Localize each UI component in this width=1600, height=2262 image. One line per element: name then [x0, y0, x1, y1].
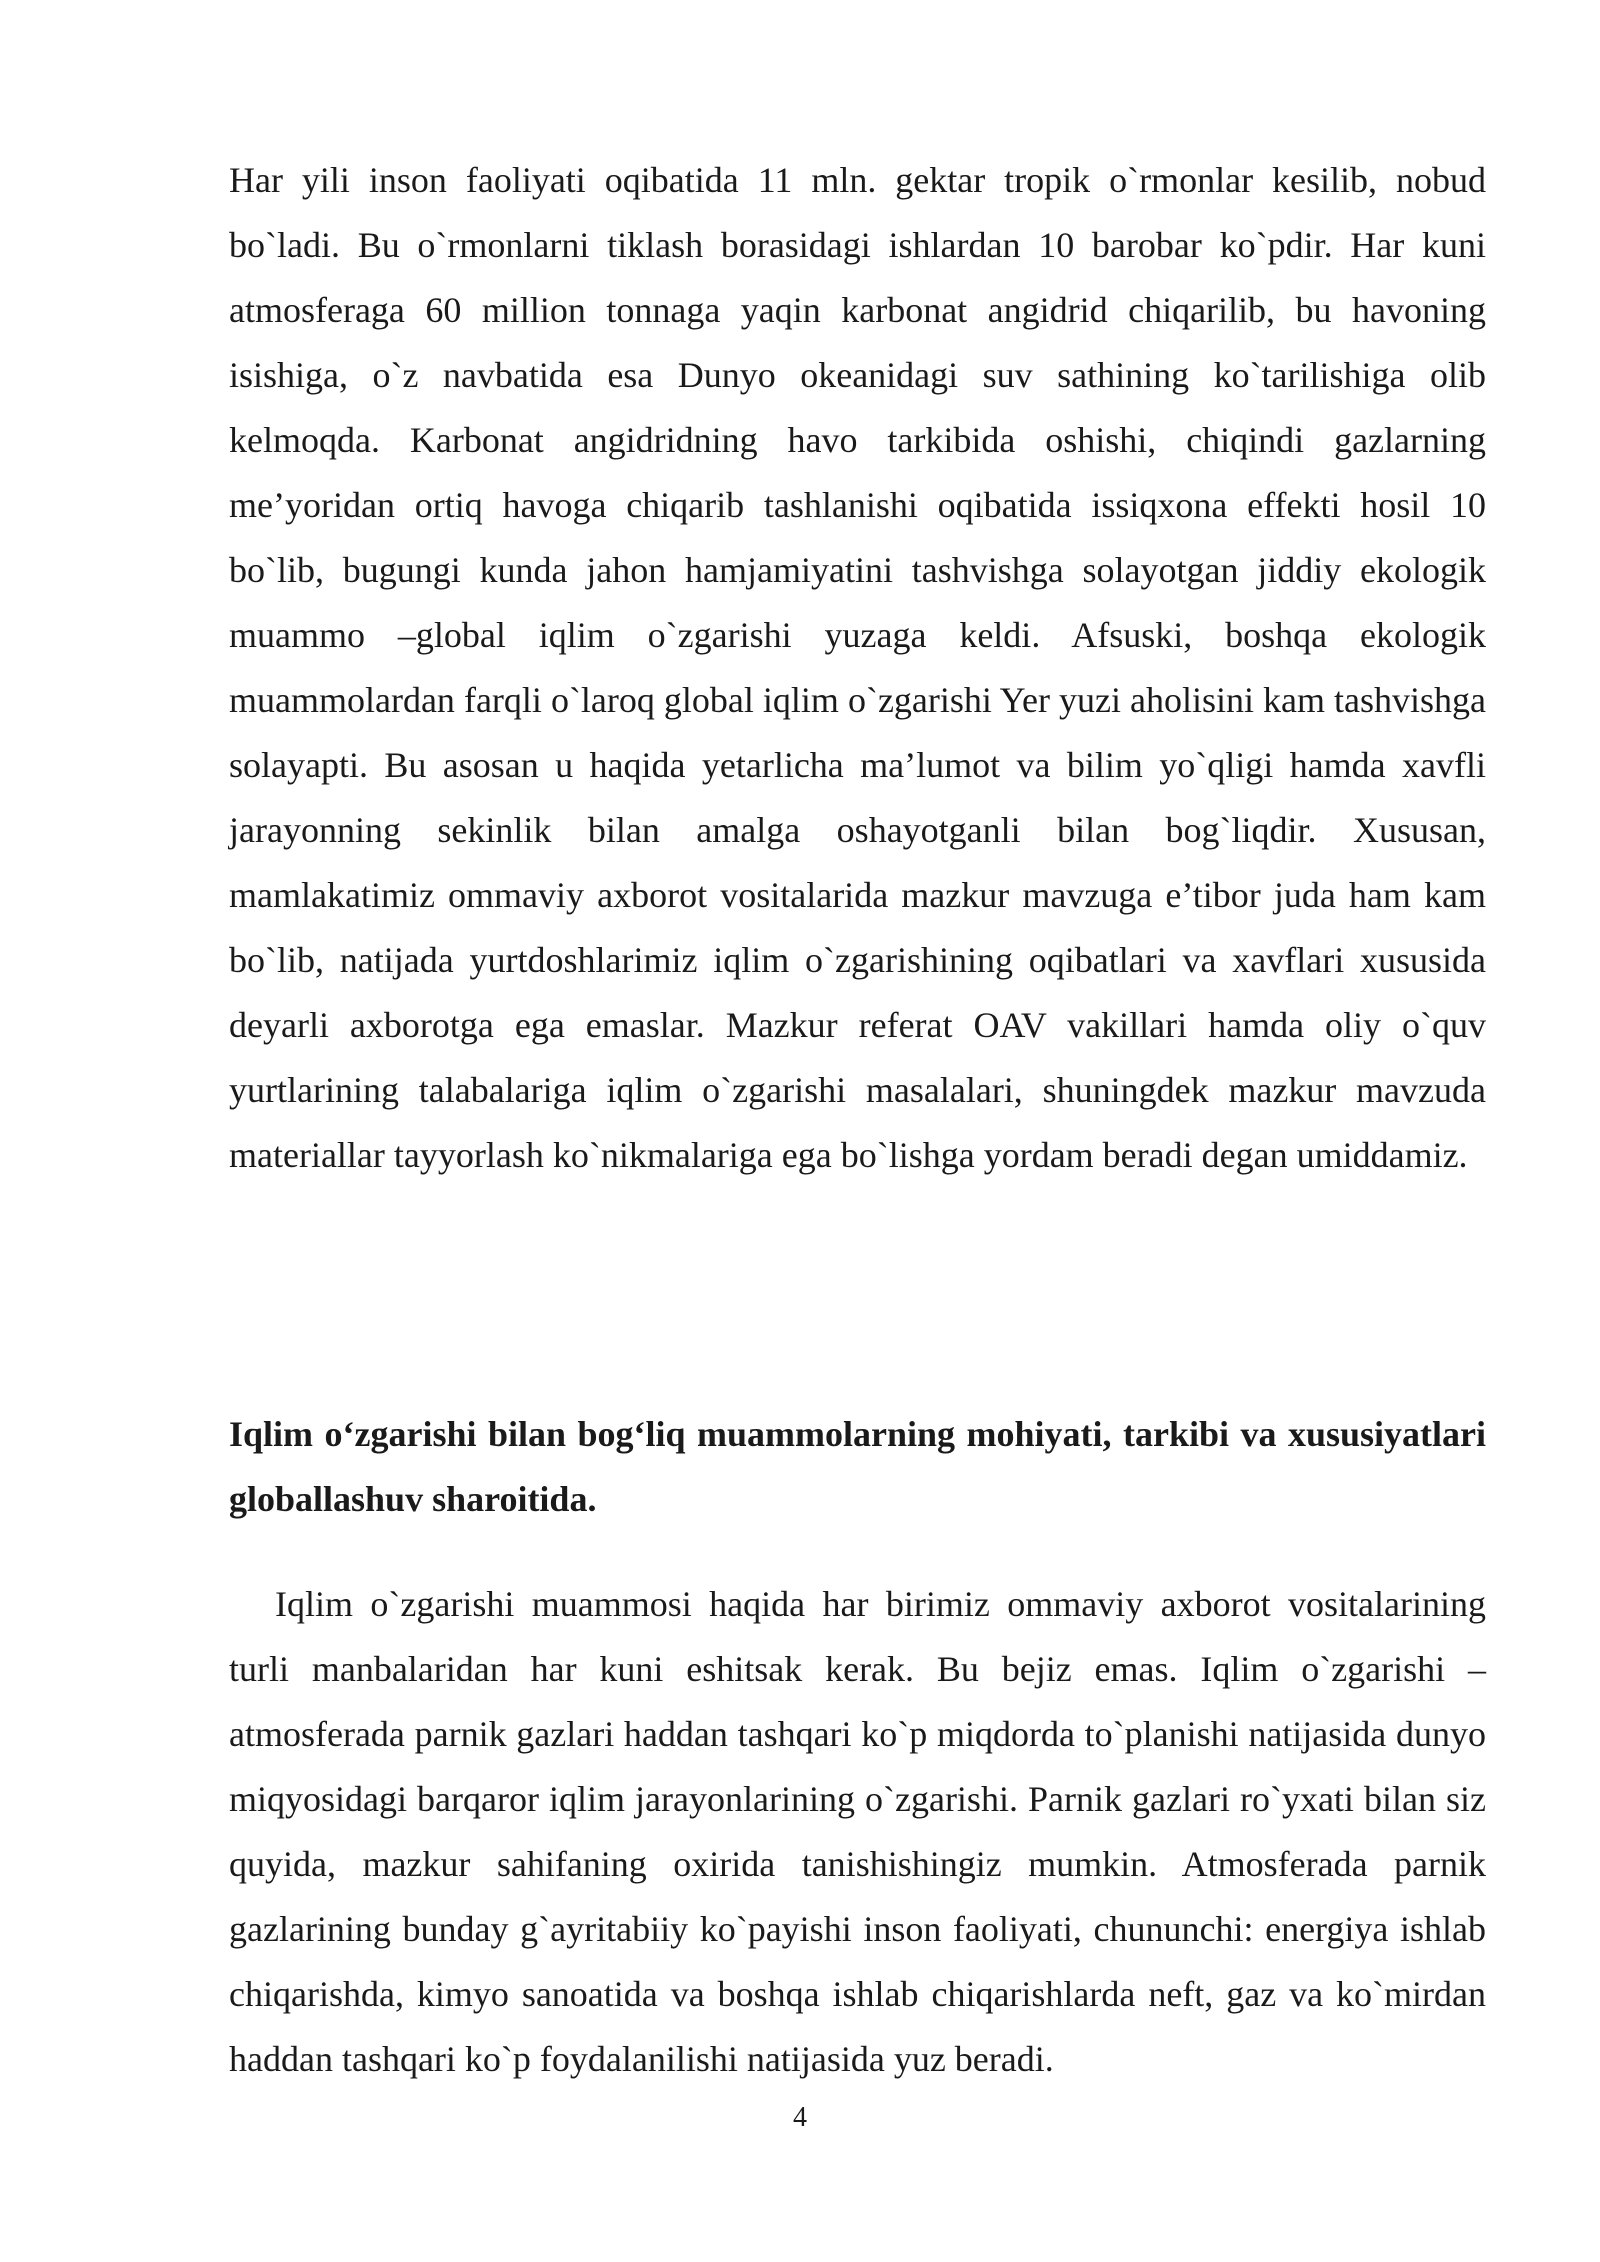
page-number: 4 [793, 2102, 807, 2133]
body-paragraph: Har yili inson faoliyati oqibatida 11 mln. gektar tropik o`rmonlar kesilib, nobud bo`ladi. Bu o`rmonlarni tiklash borasidagi ishlardan 10 barobar ko`pdir. Har kuni atmosferaga 60 million tonnaga yaqin karbonat angidrid chiqarilib, bu havoning isishiga, o`z navbatida esa Dunyo okeanidagi suv sathining ko`tarilishiga olib kelmoqda. Karbonat angidridning havo tarkibida oshishi, chiqindi gazlarning me’yoridan ortiq havoga chiqarib tashlanishi oqibatida issiqxona effekti hosil 10 bo`lib, bugungi kunda jahon hamjamiyatini tashvishga solayotgan jiddiy ekologik muammo –global iqlim o`zgarishi yuzaga keldi. Afsuski, boshqa ekologik muammolardan farqli o`laroq global iqlim o`zgarishi Yer yuzi aholisini kam tashvishga solayapti. Bu asosan u haqida yetarlicha ma’lumot va bilim yo`qligi hamda xavfli jarayonning sekinlik bilan amalga oshayotganli bilan bog`liqdir. Xususan, mamlakatimiz ommaviy axborot vositalarida mazkur mavzuga e’tibor juda ham kam bo`lib, natijada yurtdoshlarimiz iqlim o`zgarishining oqibatlari va xavflari xususida deyarli axborotga ega emaslar. Mazkur referat OAV vakillari hamda oliy o`quv yurtlarining talabalariga iqlim o`zgarishi masalalari, shuningdek mazkur mavzuda materiallar tayyorlash ko`nikmalariga ega bo`lishga yordam beradi degan umiddamiz. [229, 160, 1486, 1175]
section-heading: Iqlim o‘zgarishi bilan bog‘liq muammolarning mohiyati, tarkibi va xususiyatlari globallashuv sharoitida. [229, 1414, 1486, 1519]
body-paragraph: Iqlim o`zgarishi muammosi haqida har birimiz ommaviy axborot vositalarining turli manbalaridan har kuni eshitsak kerak. Bu bejiz emas. Iqlim o`zgarishi – atmosferada parnik gazlari haddan tashqari ko`p miqdorda to`planishi natijasida dunyo miqyosidagi barqaror iqlim jarayonlarining o`zgarishi. Parnik gazlari ro`yxati bilan siz quyida, mazkur sahifaning oxirida tanishishingiz mumkin. Atmosferada parnik gazlarining bunday g`ayritabiiy ko`payishi inson faoliyati, chununchi: energiya ishlab chiqarishda, kimyo sanoatida va boshqa ishlab chiqarishlarda neft, gaz va ko`mirdan haddan tashqari ko`p foydalanilishi natijasida yuz beradi. [229, 1584, 1486, 2079]
